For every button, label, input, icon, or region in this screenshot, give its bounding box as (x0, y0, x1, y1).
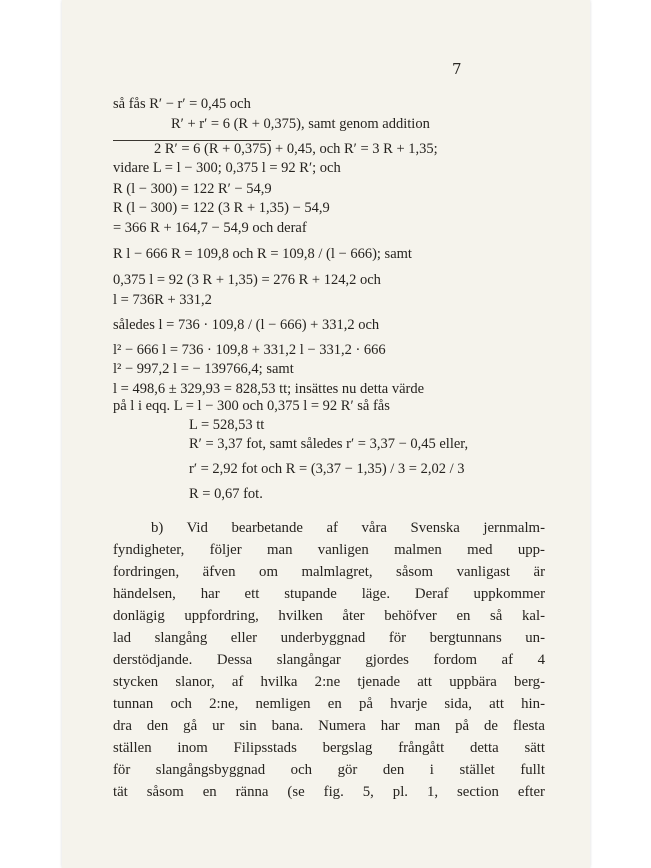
paragraph-line: stycken slanor, af hvilka 2:ne tjenade att uppbära berg- (113, 674, 545, 690)
equation-line: så fås R′ − r′ = 0,45 och (113, 96, 251, 112)
paragraph-line: donlägig uppfordring, hvilken åter behöfver en så kal- (113, 608, 545, 624)
equation-line: l² − 666 l = 736 · 109,8 + 331,2 l − 331,2 · 666 (113, 342, 386, 358)
equation-line: l = 498,6 ± 329,93 = 828,53 tt; insättes nu detta värde (113, 381, 425, 397)
equation-line: R = 0,67 fot. (189, 486, 263, 502)
paragraph-line: ställen inom Filipsstads bergslag frångått detta sätt (113, 740, 545, 756)
equation-line: således l = 736 · 109,8 / (l − 666) + 331,2 och (113, 317, 380, 333)
paragraph-line: fyndigheter, följer man vanligen malmen med upp- (113, 542, 545, 558)
equation-line: R (l − 300) = 122 (3 R + 1,35) − 54,9 (113, 200, 330, 216)
equation-line: R (l − 300) = 122 R′ − 54,9 (113, 181, 272, 197)
paragraph-line: händelsen, har ett stupande läge. Deraf uppkommer (113, 586, 545, 602)
paragraph-line: derstödjande. Dessa slangångar gjordes fordom af 4 (113, 652, 545, 668)
equation-line: R′ = 3,37 fot, samt således r′ = 3,37 − 0,45 eller, (189, 436, 469, 452)
equation-line: på l i eqq. L = l − 300 och 0,375 l = 92 R′ så fås (113, 398, 390, 414)
equation-line: vidare L = l − 300; 0,375 l = 92 R′; och (113, 160, 341, 176)
equation-line: R′ + r′ = 6 (R + 0,375), samt genom addition (171, 116, 430, 132)
equation-line: l² − 997,2 l = − 139766,4; samt (113, 361, 294, 377)
paragraph-line: tät såsom en ränna (se fig. 5, pl. 1, section efter (113, 784, 545, 800)
paragraph-line: fordringen, äfven om malmlagret, såsom vanligast är (113, 564, 545, 580)
paragraph-line: för slangångsbyggnad och gör den i stället fullt (113, 762, 545, 778)
paragraph-line: tunnan och 2:ne, nemligen en på hvarje sida, att hin- (113, 696, 545, 712)
body-paragraph (113, 517, 545, 803)
equation-line: L = 528,53 tt (189, 417, 265, 433)
page-number: 7 (452, 60, 462, 78)
paragraph-line: dra den gå ur sin bana. Numera har man på de flesta (113, 718, 545, 734)
equation-line: R l − 666 R = 109,8 och R = 109,8 / (l − 666); samt (113, 246, 412, 262)
equation-line: l = 736R + 331,2 (113, 292, 212, 308)
equation-line: r′ = 2,92 fot och R = (3,37 − 1,35) / 3 = 2,02 / 3 (189, 461, 465, 477)
equation-line: 0,375 l = 92 (3 R + 1,35) = 276 R + 124,2 och (113, 272, 381, 288)
equation-line: = 366 R + 164,7 − 54,9 och deraf (113, 220, 307, 236)
book-page (62, 0, 590, 868)
paragraph-line: b) Vid bearbetande af våra Svenska jernmalm- (151, 520, 545, 536)
paragraph-line: lad slangång eller underbyggnad för bergtunnans un- (113, 630, 545, 646)
equation-line: 2 R′ = 6 (R + 0,375) + 0,45, och R′ = 3 R + 1,35; (154, 141, 438, 157)
